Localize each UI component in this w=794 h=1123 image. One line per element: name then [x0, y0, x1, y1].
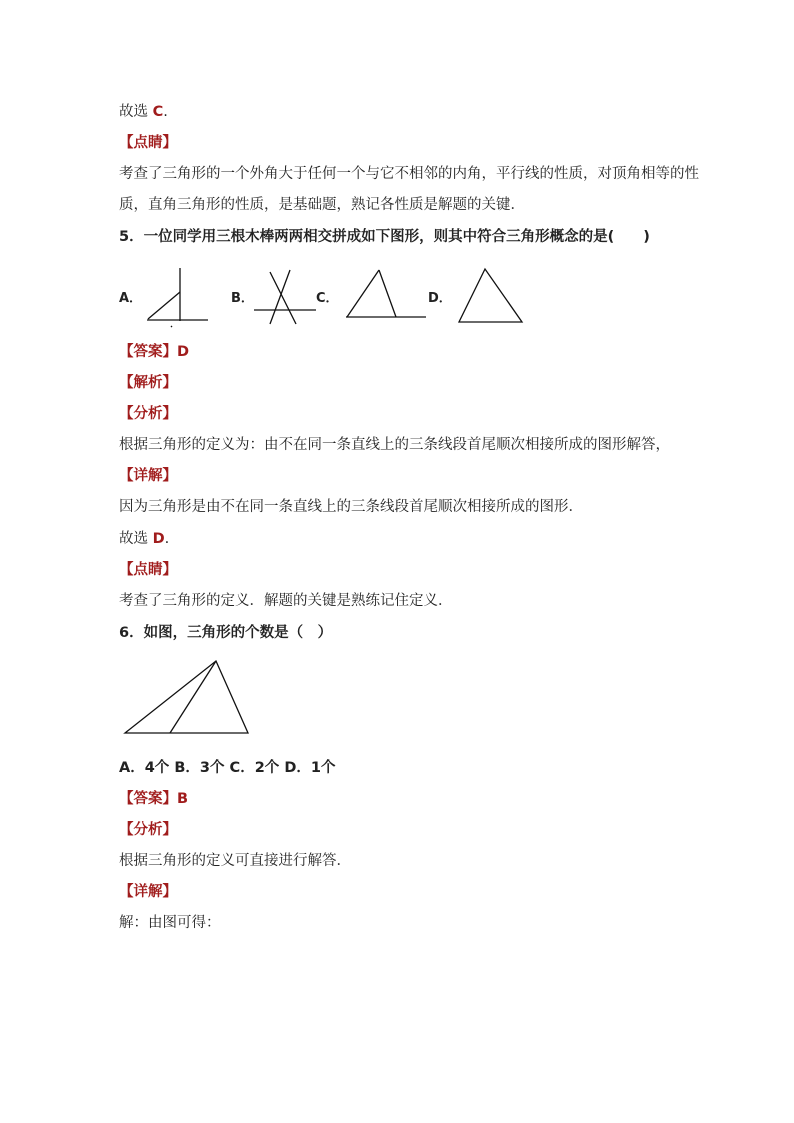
q5-option-a-label: A．: [119, 291, 143, 306]
q5-figure-d: [456, 266, 526, 326]
answer-label: 【答案】: [119, 344, 177, 360]
q5-hint-label: 【点睛】: [119, 562, 177, 578]
prev-conclusion: [119, 103, 168, 121]
prev-hint-line2: 质，直角三角形的性质，是基础题，熟记各性质是解题的关键．: [119, 197, 525, 213]
conclusion-answer: C: [152, 104, 164, 120]
q5-figure-c: [344, 266, 428, 322]
q5-analysis: 根据三角形的定义为：由不在同一条直线上的三条线段首尾顺次相接所成的图形解答，: [119, 437, 670, 453]
prev-hint-label: 【点睛】: [119, 135, 177, 151]
conclusion-prefix: 故选: [119, 104, 148, 120]
conclusion-suffix: .: [163, 104, 168, 120]
q6-analysis: 根据三角形的定义可直接进行解答．: [119, 853, 351, 869]
q6-detail-label: 【详解】: [119, 884, 177, 900]
prev-hint-line1: 考查了三角形的一个外角大于任何一个与它不相邻的内角，平行线的性质，对顶角相等的性: [119, 166, 699, 182]
q5-stem: 5．一位同学用三根木棒两两相交拼成如下图形，则其中符合三角形概念的是( ): [119, 229, 650, 245]
q6-answer: [119, 790, 188, 808]
q6-stem: 6．如图，三角形的个数是（ ）: [119, 625, 333, 641]
q5-hint: 考查了三角形的定义．解题的关键是熟练记住定义．: [119, 593, 453, 609]
q5-detail-label: 【详解】: [119, 468, 177, 484]
conclusion-prefix: 故选: [119, 531, 148, 547]
q5-option-d-label: D．: [428, 291, 452, 306]
q5-figure-a: [144, 266, 212, 328]
q5-conclusion: [119, 530, 169, 548]
q6-figure: [122, 658, 252, 738]
conclusion-suffix: .: [164, 531, 170, 547]
q5-option-c-label: C．: [316, 291, 339, 306]
q5-figure-b: [252, 268, 318, 326]
conclusion-answer: D: [152, 531, 165, 547]
answer-value: D: [177, 344, 190, 360]
answer-value: B: [177, 791, 189, 807]
answer-label: 【答案】: [119, 791, 177, 807]
q6-choices: A．4个 B．3个 C．2个 D．1个: [119, 760, 336, 776]
q5-option-b-label: B．: [231, 291, 254, 306]
q5-answer: [119, 343, 189, 361]
q5-detail: 因为三角形是由不在同一条直线上的三条线段首尾顺次相接所成的图形．: [119, 499, 583, 515]
q6-detail: 解：由图可得：: [119, 915, 221, 931]
q6-analysis-label: 【分析】: [119, 822, 177, 838]
q5-parse-label: 【解析】: [119, 375, 177, 391]
q5-analysis-label: 【分析】: [119, 406, 177, 422]
